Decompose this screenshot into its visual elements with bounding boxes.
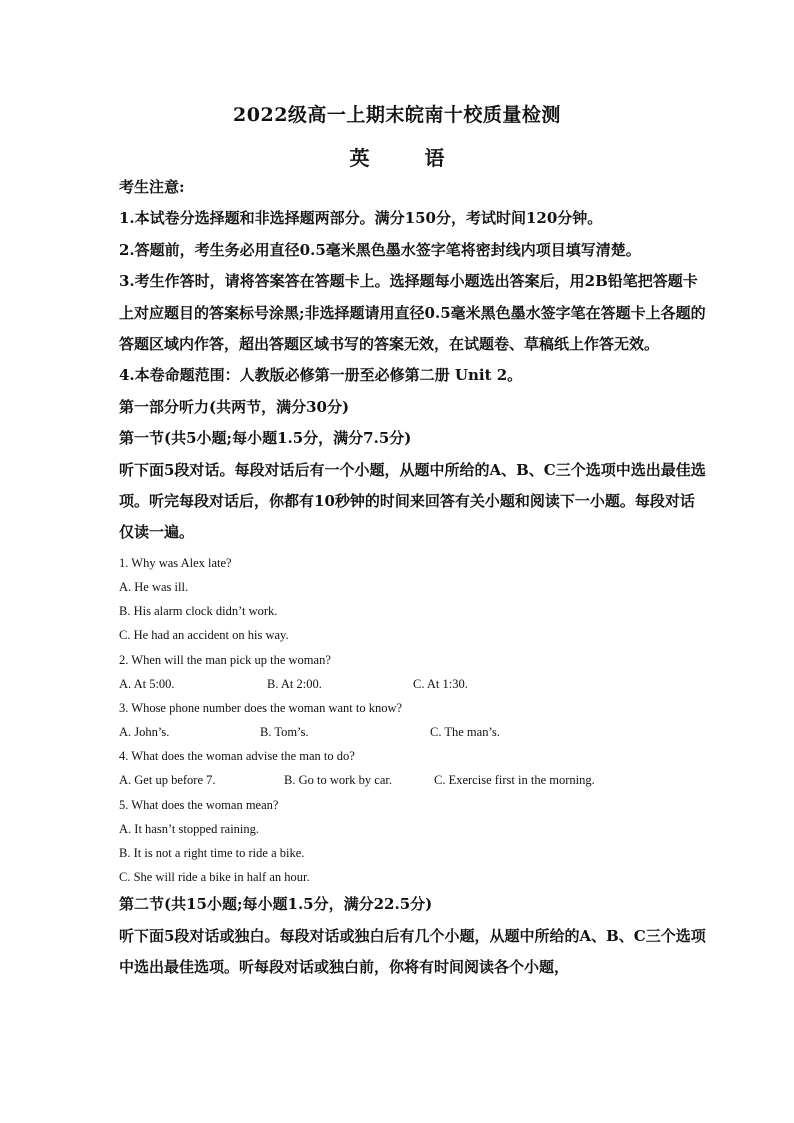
notice-item-3: 3.考生作答时，请将答案答在答题卡上。选择题每小题选出答案后，用2B铅笔把答题卡上对应题目的答案标号涂黑;非选择题请用直径0.5毫米黑色墨水签字笔在答题卡上各题的答题区域内作答，超出答题区域书写的答案无效，在试题卷、草稿纸上作答无效。 — [119, 272, 706, 353]
question-5-option-c: C. She will ride a bike in half an hour. — [119, 870, 310, 885]
question-5-stem: 5. What does the woman mean? — [119, 797, 279, 812]
question-1-option-a: A. He was ill. — [119, 579, 189, 594]
question-5-option-a: A. It hasn’t stopped raining. — [119, 821, 260, 836]
exam-content — [119, 172, 709, 984]
question-4-option-b: B. Go to work by car. — [284, 773, 392, 788]
question-4-options — [119, 768, 709, 792]
question-2-options — [119, 672, 709, 696]
question-2-option-a: A. At 5:00. — [119, 676, 175, 691]
question-2-option-c: C. At 1:30. — [413, 676, 468, 691]
section2-instructions: 听下面5段对话或独白。每段对话或独白后有几个小题，从题中所给的A、B、C三个选项中选出最佳选项。听每段对话或独白前，你将有时间阅读各个小题， — [119, 926, 706, 977]
question-3-option-c: C. The man’s. — [430, 725, 500, 740]
section1-instructions: 听下面5段对话。每段对话后有一个小题，从题中所给的A、B、C三个选项中选出最佳选项。听完每段对话后，你都有10秒钟的时间来回答有关小题和阅读下一小题。每段对话仅读一遍。 — [119, 460, 706, 542]
question-4-option-a: A. Get up before 7. — [119, 773, 216, 788]
question-1-option-c: C. He had an accident on his way. — [119, 628, 289, 643]
question-4-option-c: C. Exercise first in the morning. — [434, 773, 595, 788]
question-4-stem: 4. What does the woman advise the man to do? — [119, 749, 355, 764]
question-3-stem: 3. Whose phone number does the woman want to know? — [119, 700, 403, 715]
question-3-option-b: B. Tom’s. — [260, 725, 309, 740]
exam-subject: 英 语 — [349, 146, 469, 170]
question-5-option-b: B. It is not a right time to ride a bike. — [119, 846, 305, 861]
section1-heading: 第一节(共5小题;每小题1.5分，满分7.5分) — [119, 429, 412, 448]
question-1-stem: 1. Why was Alex late? — [119, 555, 232, 570]
section2-heading: 第二节(共15小题;每小题1.5分，满分22.5分) — [119, 895, 433, 914]
question-1-option-b: B. His alarm clock didn’t work. — [119, 604, 278, 619]
question-2-option-b: B. At 2:00. — [267, 676, 322, 691]
question-2-stem: 2. When will the man pick up the woman? — [119, 652, 331, 667]
notice-item-1: 1.本试卷分选择题和非选择题两部分。满分150分，考试时间120分钟。 — [119, 209, 603, 228]
notice-item-4: 4.本卷命题范围：人教版必修第一册至必修第二册 Unit 2。 — [119, 366, 523, 385]
notice-heading: 考生注意: — [119, 178, 185, 196]
question-3-options — [119, 720, 709, 744]
exam-title: 2022级高一上期末皖南十校质量检测 — [233, 104, 561, 126]
question-3-option-a: A. John’s. — [119, 725, 170, 740]
notice-item-2: 2.答题前，考生务必用直径0.5毫米黑色墨水签字笔将密封线内项目填写清楚。 — [119, 240, 641, 259]
part1-heading: 第一部分听力(共两节，满分30分) — [119, 397, 350, 416]
